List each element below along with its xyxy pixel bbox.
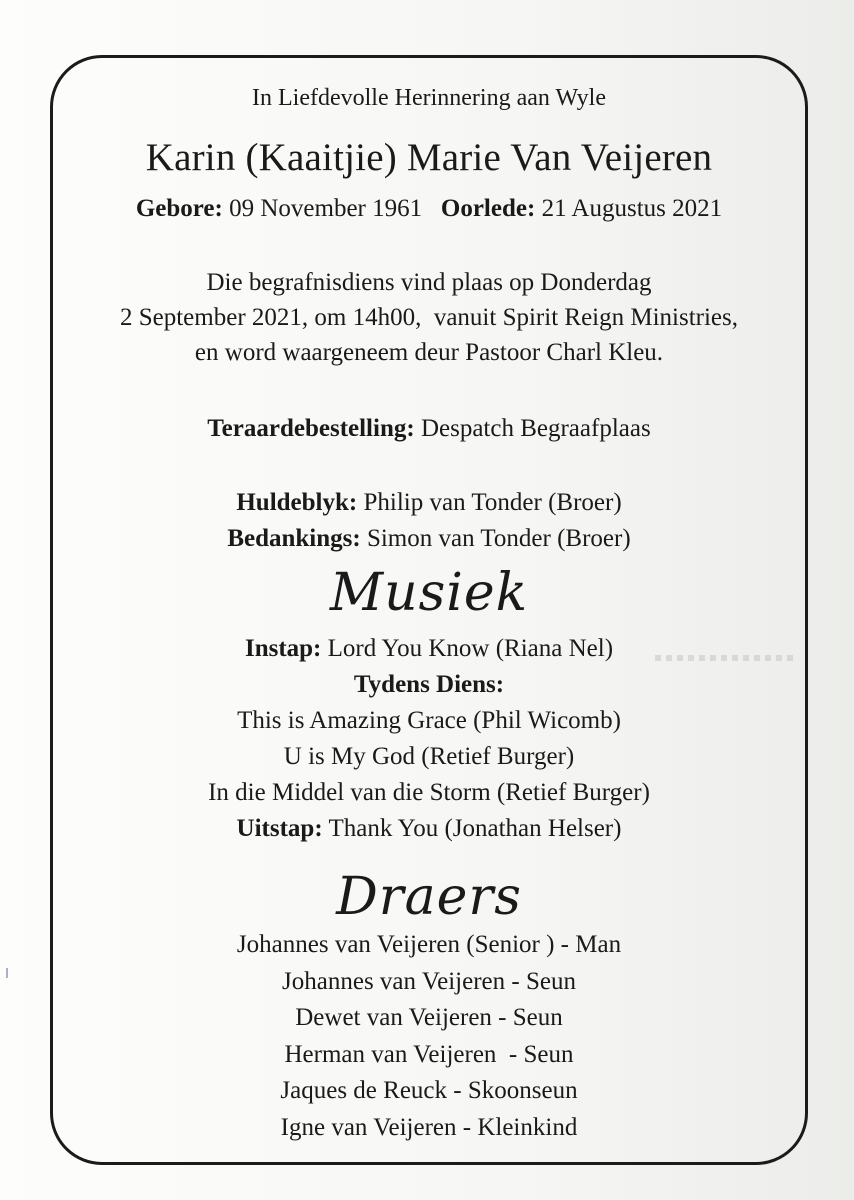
bearer-item: Herman van Veijeren - Seun: [284, 1040, 574, 1068]
born-label: Gebore:: [135, 195, 223, 222]
tribute-section: [50, 485, 808, 557]
song-item: This is Amazing Grace (Phil Wicomb): [237, 707, 621, 734]
exit-value: Thank You (Jonathan Helser): [328, 815, 622, 842]
exit-line: [50, 811, 808, 847]
bearer-item: Jaques de Reuck - Skoonseun: [280, 1077, 578, 1104]
music-heading: Musiek: [329, 563, 529, 623]
bearer-item: Dewet van Veijeren - Seun: [295, 1004, 563, 1031]
during-label: Tydens Diens:: [353, 671, 505, 698]
died-value: 21 Augustus 2021: [541, 195, 723, 222]
tribute-value: Philip van Tonder (Broer): [363, 489, 622, 516]
born-value: 09 November 1961: [229, 195, 423, 222]
tribute-label: Huldeblyk:: [236, 489, 358, 516]
music-section: [50, 631, 808, 847]
burial-line: [50, 415, 808, 443]
entry-label: Instap:: [244, 635, 322, 662]
intro-text: In Liefdevolle Herinnering aan Wyle: [252, 85, 606, 111]
burial-label: Teraardebestelling:: [207, 415, 415, 442]
thanks-value: Simon van Tonder (Broer): [366, 525, 631, 552]
song-item: In die Middel van die Storm (Retief Burger): [208, 779, 650, 806]
thanks-label: Bedankings:: [227, 525, 361, 552]
burial-value: Despatch Begraafplaas: [420, 415, 651, 442]
entry-value: Lord You Know (Riana Nel): [327, 635, 614, 662]
dates-line: [50, 195, 808, 223]
service-line: Die begrafnisdiens vind plaas op Donderdag: [206, 269, 652, 296]
bearers-heading: Draers: [336, 867, 522, 927]
bearers-list: [50, 927, 808, 1146]
bearer-item: Johannes van Veijeren - Seun: [282, 967, 576, 995]
bearer-item: Igne van Veijeren - Kleinkind: [280, 1113, 578, 1141]
deceased-name: Karin (Kaaitjie) Marie Van Veijeren: [145, 136, 713, 179]
thanks-line: [50, 521, 808, 557]
entry-line: [50, 631, 808, 667]
scan-speck: [6, 968, 8, 978]
exit-label: Uitstap:: [236, 815, 323, 842]
song-item: U is My God (Retief Burger): [283, 743, 575, 770]
service-line: en word waargeneem deur Pastoor Charl Kleu.: [194, 339, 664, 366]
service-details: [50, 265, 808, 370]
service-line: 2 September 2021, om 14h00, vanuit Spirit Reign Ministries,: [119, 304, 739, 331]
bearer-item: Johannes van Veijeren (Senior ) - Man: [236, 931, 622, 958]
tribute-line: [50, 485, 808, 521]
died-label: Oorlede:: [440, 195, 536, 222]
